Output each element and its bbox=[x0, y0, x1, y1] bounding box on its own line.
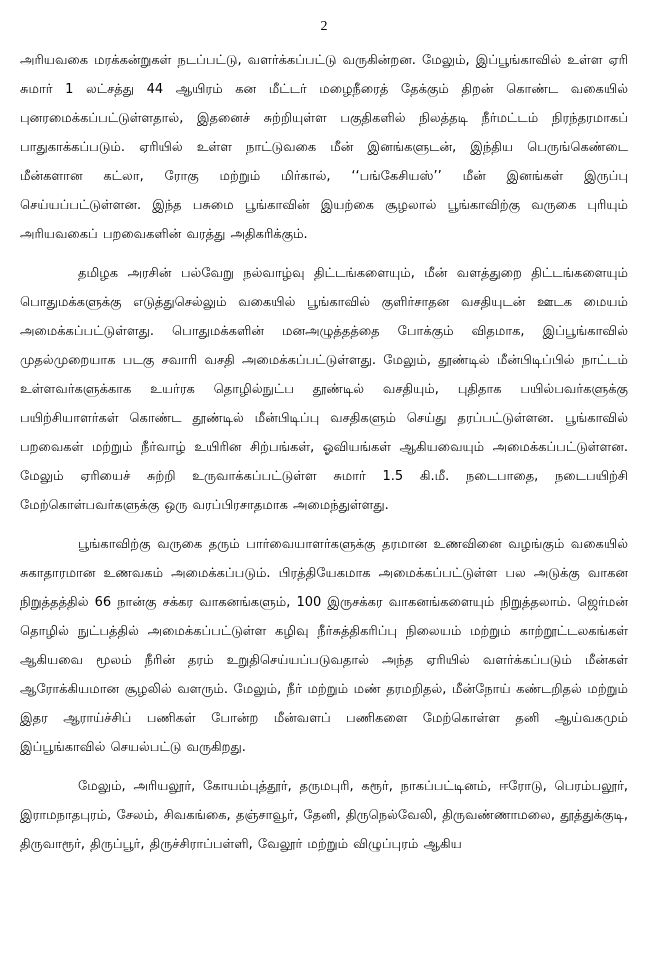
paragraph-3: பூங்காவிற்கு வருகை தரும் பார்வையாளர்களுக்கு தரமான உணவினை வழங்கும் வகையில் சுகாதாரமான உணவகம் அமைக்கப்படும். பிரத்தியேகமாக அமைக்கப்பட்டுள்ள பல அடுக்கு வாகன நிறுத்தத்தில் 66 நான்கு சக்கர வாகனங்களும், 100 இருசக்கர வாகனங்களையும் நிறுத்தலாம். ஜெர்மன் தொழில் நுட்பத்தில் அமைக்கப்பட்டுள்ள கழிவு நீர்சுத்திகரிப்பு நிலையம் மற்றும் காற்றூட்டலகங்கள் ஆகியவை மூலம் நீரின் தரம் உறுதிசெய்யப்படுவதால் அந்த ஏரியில் வளர்க்கப்படும் மீன்கள் ஆரோக்கியமான சூழலில் வளரும். மேலும், நீர் மற்றும் மண் தரமறிதல், மீன்நோய் கண்டறிதல் மற்றும் இதர ஆராய்ச்சிப் பணிகள் போன்ற மீன்வளப் பணிகளை மேற்கொள்ள தனி ஆய்வகமும் இப்பூங்காவில் செயல்பட்டு வருகிறது. bbox=[20, 537, 628, 755]
paragraph-4: மேலும், அரியலூர், கோயம்புத்தூர், தருமபுரி, கரூர், நாகப்பட்டினம், ஈரோடு, பெரம்பலூர், இராமநாதபுரம், சேலம், சிவகங்கை, தஞ்சாவூர், தேனி, திருநெல்வேலி, திருவண்ணாமலை, தூத்துக்குடி, திருவாரூர், திருப்பூர், திருச்சிராப்பள்ளி, வேலூர் மற்றும் விழுப்புரம் ஆகிய bbox=[20, 779, 628, 852]
paragraph-1: அரியவகை மரக்கன்றுகள் நடப்பட்டு, வளர்க்கப்பட்டு வருகின்றன. மேலும், இப்பூங்காவில் உள்ள ஏரி சுமார் 1 லட்சத்து 44 ஆயிரம் கன மீட்டர் மழைநீரைத் தேக்கும் திறன் கொண்ட வகையில் புனரமைக்கப்பட்டுள்ளதால், இதனைச் சுற்றியுள்ள பகுதிகளில் நிலத்தடி நீர்மட்டம் நிரந்தரமாகப் பாதுகாக்கப்படும். ஏரியில் உள்ள நாட்டுவகை மீன் இனங்களுடன், இந்திய பெருங்கெண்டை மீன்களான கட்லா, ரோகு மற்றும் மிர்கால், ‘‘பங்கேசியஸ்’’ மீன் இனங்கள் இருப்பு செய்யப்பட்டுள்ளன. இந்த பசுமை பூங்காவின் இயற்கை சூழலால் பூங்காவிற்கு வருகை புரியும் அரியவகைப் பறவைகளின் வரத்து அதிகரிக்கும். bbox=[20, 53, 628, 242]
paragraph-2: தமிழக அரசின் பல்வேறு நல்வாழ்வு திட்டங்களையும், மீன் வளத்துறை திட்டங்களையும் பொதுமக்களுக்கு எடுத்துசெல்லும் வகையில் பூங்காவில் குளிர்சாதன வசதியுடன் ஊடக மையம் அமைக்கப்பட்டுள்ளது. பொதுமக்களின் மனஅழுத்தத்தை போக்கும் விதமாக, இப்பூங்காவில் முதல்முறையாக படகு சவாரி வசதி அமைக்கப்பட்டுள்ளது. மேலும், தூண்டில் மீன்பிடிப்பில் நாட்டம் உள்ளவர்களுக்காக உயர்ரக தொழில்நுட்ப தூண்டில் வசதியும், புதிதாக பயில்பவர்களுக்கு பயிற்சியாளர்கள் கொண்ட தூண்டில் மீன்பிடிப்பு வசதிகளும் செய்து தரப்பட்டுள்ளன. பூங்காவில் பறவைகள் மற்றும் நீர்வாழ் உயிரின சிற்பங்கள், ஓவியங்கள் ஆகியவையும் அமைக்கப்பட்டுள்ளன. மேலும் ஏரியைச் சுற்றி உருவாக்கப்பட்டுள்ள சுமார் 1.5 கி.மீ. நடைபாதை, நடைபயிற்சி மேற்கொள்பவர்களுக்கு ஒரு வரப்பிரசாதமாக அமைந்துள்ளது. bbox=[20, 266, 628, 513]
page-number: 2 bbox=[320, 19, 328, 34]
